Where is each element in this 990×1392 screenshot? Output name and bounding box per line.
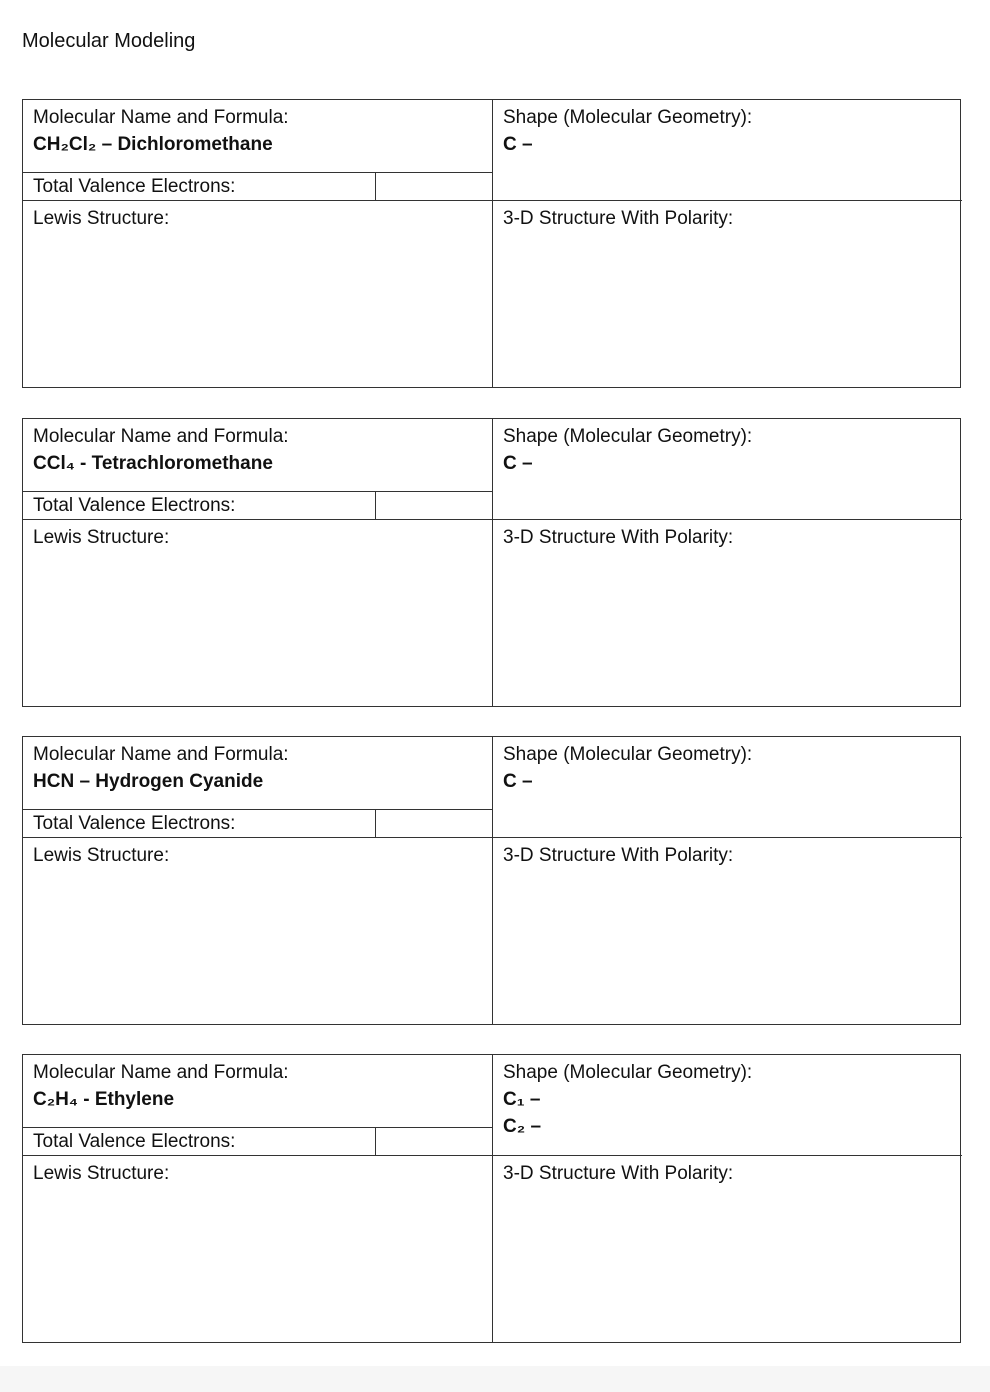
three-d-structure-polarity-drawing-area[interactable] — [493, 520, 962, 707]
three-d-structure-polarity-drawing-area[interactable] — [493, 838, 962, 1025]
molecule-formula-name: C₂H₄ - Ethylene — [33, 1089, 175, 1110]
lewis-structure-label: Lewis Structure: — [33, 208, 170, 229]
molecular-name-formula-label: Molecular Name and Formula: — [33, 744, 289, 765]
molecule-worksheet-3 — [22, 736, 961, 1025]
total-valence-electrons-answer-box[interactable] — [375, 492, 493, 519]
three-d-structure-polarity-label: 3-D Structure With Polarity: — [503, 845, 734, 866]
lewis-structure-label: Lewis Structure: — [33, 845, 170, 866]
lewis-structure-drawing-area[interactable] — [23, 520, 493, 707]
carbon-1-geometry-line: C₁ – — [503, 1089, 541, 1110]
total-valence-electrons-label: Total Valence Electrons: — [33, 1131, 236, 1152]
carbon-geometry-line: C – — [503, 453, 533, 474]
three-d-structure-polarity-label: 3-D Structure With Polarity: — [503, 527, 734, 548]
lewis-structure-label: Lewis Structure: — [33, 527, 170, 548]
total-valence-electrons-answer-box[interactable] — [375, 1128, 493, 1155]
molecular-name-formula-cell — [23, 100, 493, 173]
molecule-worksheet-4 — [22, 1054, 961, 1343]
page-title: Molecular Modeling — [22, 30, 196, 52]
three-d-structure-polarity-label: 3-D Structure With Polarity: — [503, 1163, 734, 1184]
total-valence-electrons-answer-box[interactable] — [375, 810, 493, 837]
molecular-name-formula-label: Molecular Name and Formula: — [33, 426, 289, 447]
total-valence-electrons-label: Total Valence Electrons: — [33, 813, 236, 834]
total-valence-electrons-row — [23, 1128, 493, 1156]
shape-molecular-geometry-label: Shape (Molecular Geometry): — [503, 426, 753, 447]
carbon-geometry-line: C – — [503, 771, 533, 792]
page-bottom-shade — [0, 1366, 990, 1392]
total-valence-electrons-row — [23, 492, 493, 520]
three-d-structure-polarity-label: 3-D Structure With Polarity: — [503, 208, 734, 229]
carbon-2-geometry-line: C₂ – — [503, 1116, 542, 1137]
molecule-formula-name: CH₂Cl₂ – Dichloromethane — [33, 134, 273, 155]
shape-molecular-geometry-cell[interactable] — [493, 1055, 962, 1156]
shape-molecular-geometry-label: Shape (Molecular Geometry): — [503, 744, 753, 765]
total-valence-electrons-answer-box[interactable] — [375, 173, 493, 200]
lewis-structure-drawing-area[interactable] — [23, 1156, 493, 1343]
lewis-structure-drawing-area[interactable] — [23, 838, 493, 1025]
three-d-structure-polarity-drawing-area[interactable] — [493, 201, 962, 388]
molecular-name-formula-label: Molecular Name and Formula: — [33, 1062, 289, 1083]
molecule-formula-name: HCN – Hydrogen Cyanide — [33, 771, 264, 792]
shape-molecular-geometry-label: Shape (Molecular Geometry): — [503, 1062, 753, 1083]
molecule-formula-name: CCl₄ - Tetrachloromethane — [33, 453, 273, 474]
carbon-geometry-line: C – — [503, 134, 533, 155]
lewis-structure-drawing-area[interactable] — [23, 201, 493, 388]
shape-molecular-geometry-label: Shape (Molecular Geometry): — [503, 107, 753, 128]
three-d-structure-polarity-drawing-area[interactable] — [493, 1156, 962, 1343]
molecular-name-formula-label: Molecular Name and Formula: — [33, 107, 289, 128]
shape-molecular-geometry-cell[interactable] — [493, 419, 962, 520]
total-valence-electrons-label: Total Valence Electrons: — [33, 495, 236, 516]
total-valence-electrons-label: Total Valence Electrons: — [33, 176, 236, 197]
total-valence-electrons-row — [23, 810, 493, 838]
total-valence-electrons-row — [23, 173, 493, 201]
molecule-worksheet-2 — [22, 418, 961, 707]
lewis-structure-label: Lewis Structure: — [33, 1163, 170, 1184]
molecular-name-formula-cell — [23, 737, 493, 810]
molecular-name-formula-cell — [23, 419, 493, 492]
shape-molecular-geometry-cell[interactable] — [493, 737, 962, 838]
shape-molecular-geometry-cell[interactable] — [493, 100, 962, 201]
molecule-worksheet-1 — [22, 99, 961, 388]
molecular-name-formula-cell — [23, 1055, 493, 1128]
